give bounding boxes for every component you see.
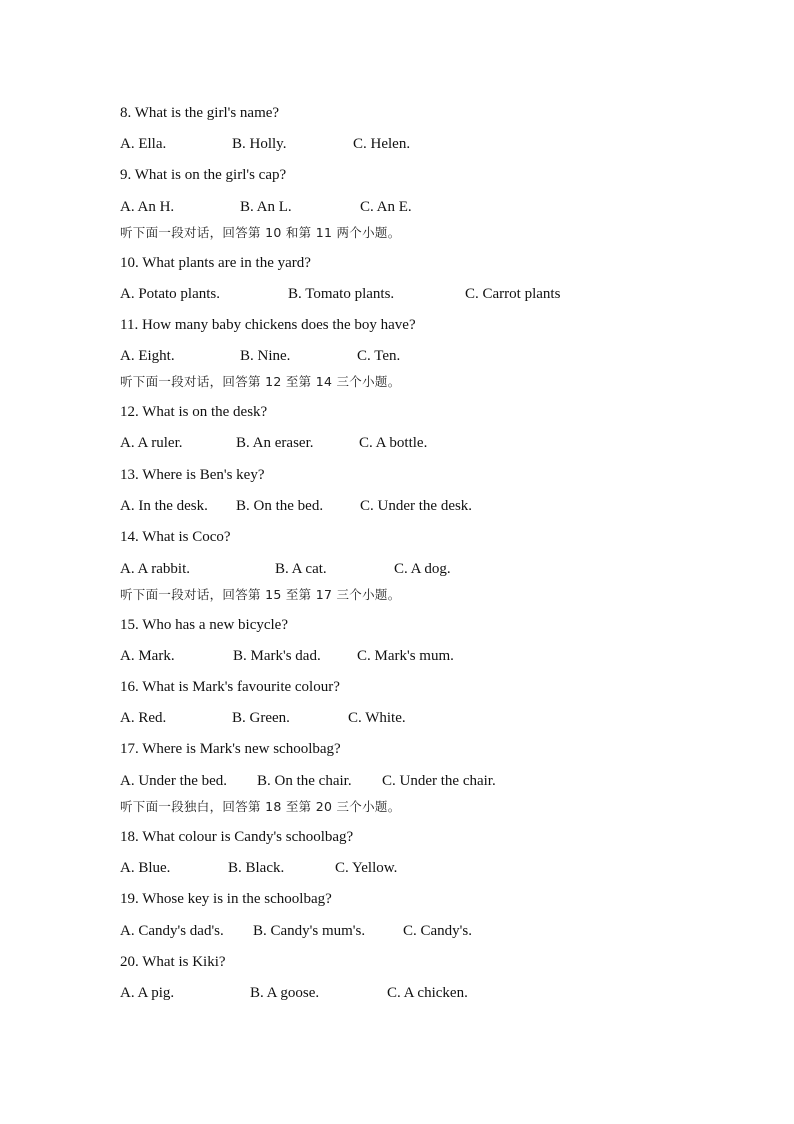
question-11: 11. How many baby chickens does the boy have? [120,317,416,333]
question-19: 19. Whose key is in the schoolbag? [120,891,332,907]
option-b: B. On the bed. [236,498,324,514]
option-a: A. A ruler. [120,435,183,451]
option-b: B. An L. [240,199,292,215]
section-instruction: 听下面一段对话，回答第 15 至第 17 三个小题。 [120,587,401,602]
question-8: 8. What is the girl's name? [120,105,280,121]
question-15: 15. Who has a new bicycle? [120,617,288,633]
option-b: B. On the chair. [257,773,352,789]
option-c: C. A bottle. [359,435,428,451]
option-b: B. Holly. [232,136,287,152]
option-a: A. Candy's dad's. [120,923,224,939]
question-16: 16. What is Mark's favourite colour? [120,679,340,695]
section-instruction: 听下面一段对话，回答第 12 至第 14 三个小题。 [120,374,401,389]
option-c: C. Yellow. [335,860,398,876]
option-b: B. Candy's mum's. [253,923,366,939]
option-a: A. Potato plants. [120,286,220,302]
option-c: C. A dog. [394,561,451,577]
option-b: B. Nine. [240,348,291,364]
question-10: 10. What plants are in the yard? [120,255,311,271]
option-c: C. White. [348,710,406,726]
question-17: 17. Where is Mark's new schoolbag? [120,741,341,757]
option-a: A. In the desk. [120,498,208,514]
section-instruction: 听下面一段独白，回答第 18 至第 20 三个小题。 [120,799,401,814]
option-b: B. A cat. [275,561,327,577]
option-b: B. Green. [232,710,290,726]
question-9: 9. What is on the girl's cap? [120,167,287,183]
option-b: B. A goose. [250,985,320,1001]
option-b: B. Tomato plants. [288,286,395,302]
option-b: B. An eraser. [236,435,314,451]
option-a: A. Blue. [120,860,171,876]
option-b: B. Black. [228,860,285,876]
option-c: C. Ten. [357,348,401,364]
option-c: C. Helen. [353,136,411,152]
option-c: C. Under the desk. [360,498,473,514]
option-a: A. Mark. [120,648,175,664]
question-18: 18. What colour is Candy's schoolbag? [120,829,354,845]
option-a: A. Eight. [120,348,175,364]
question-13: 13. Where is Ben's key? [120,467,265,483]
question-14: 14. What is Coco? [120,529,231,545]
option-c: C. Under the chair. [382,773,496,789]
option-c: C. An E. [360,199,412,215]
option-c: C. Mark's mum. [357,648,454,664]
option-a: A. Red. [120,710,167,726]
section-instruction: 听下面一段对话，回答第 10 和第 11 两个小题。 [120,225,401,240]
question-20: 20. What is Kiki? [120,954,226,970]
option-a: A. Under the bed. [120,773,228,789]
option-c: C. A chicken. [387,985,468,1001]
option-c: C. Candy's. [403,923,472,939]
question-12: 12. What is on the desk? [120,404,268,420]
option-b: B. Mark's dad. [233,648,321,664]
option-a: A. Ella. [120,136,167,152]
option-a: A. A rabbit. [120,561,190,577]
option-c: C. Carrot plants [465,286,561,302]
option-a: A. A pig. [120,985,175,1001]
option-a: A. An H. [120,199,175,215]
